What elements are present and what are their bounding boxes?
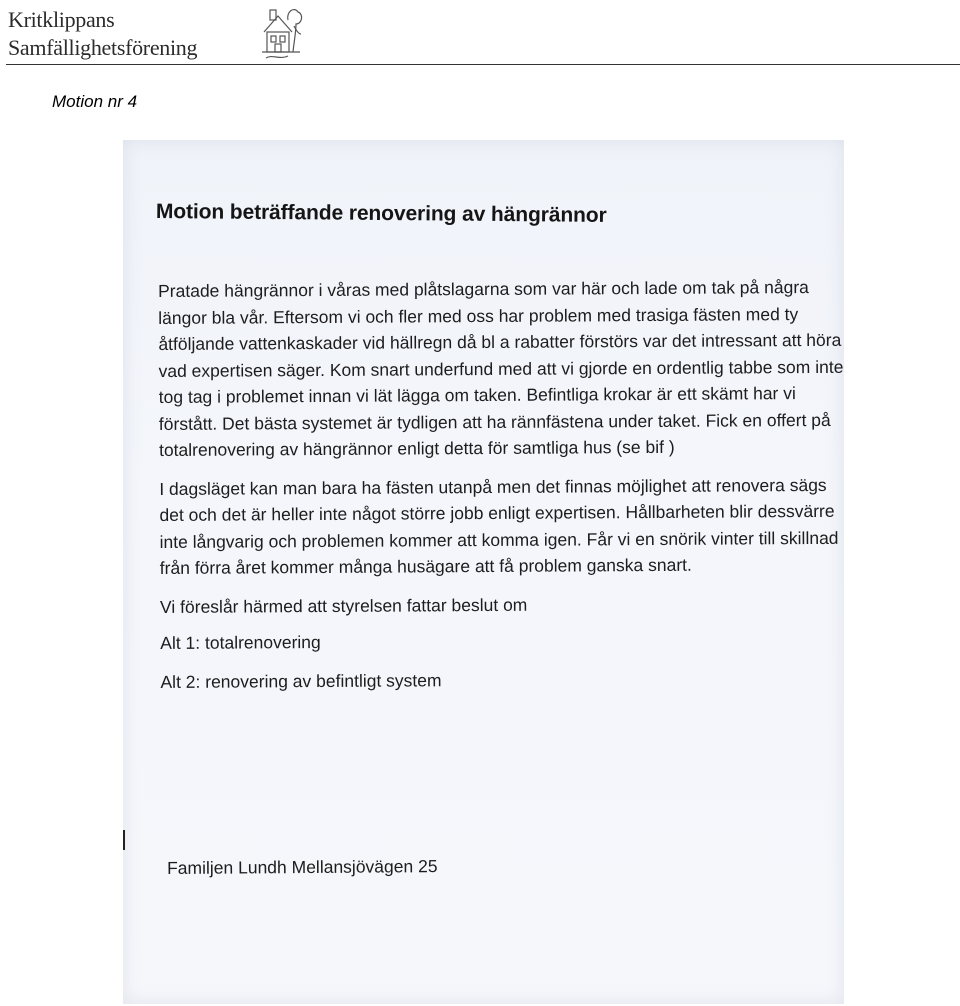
document-title: Motion beträffande renovering av hängrännor [155, 200, 607, 227]
motion-number: Motion nr 4 [52, 92, 138, 111]
org-name-line2: Samfällighetsförening [8, 35, 198, 60]
body-paragraph: I dagsläget kan man bara ha fästen utanpå men det finnas möjlighet att renovera sägs det och det är heller inte något större jobb enligt expertisen. Hållbarheten blir dessvärre inte långvarig och problemen kommer att komma igen. Får vi en snörik vinter till skillnad från förra året kommer många husägare att få problem ganska snart. [159, 474, 839, 578]
signature-line: Familjen Lundh Mellansjövägen 25 [167, 856, 438, 878]
scan-artifact [123, 830, 125, 850]
body-paragraph: Pratade hängrännor i våras med plåtslagarna som var här och lade om tak på några längor bla vår. Eftersom vi och fler med oss har problem med trasiga fästen med ty åtföljande vattenkaskader vid hällregn då bl a rabatter förstörs var det intressant att höra vad expertisen säger. Kom snart underfund med att vi gjorde en ordentlig tabbe som inte tog tag i problemet innan vi lät lägga om taken. Befintliga krokar är ett skämt har vi förstått. Det bästa systemet är tydligen att ha rännfästena under taket. Fick en offert på totalrenovering av hängrännor enligt detta för samtliga hus (se bif ) [158, 277, 844, 460]
option-alt-1: Alt 1: totalrenovering [160, 632, 321, 653]
page-header [0, 0, 960, 68]
organization-name [8, 6, 197, 62]
org-name-line1: Kritklippans [8, 7, 115, 32]
option-alt-2: Alt 2: renovering av befintligt system [160, 669, 442, 692]
header-divider [6, 64, 960, 65]
document-body [158, 274, 851, 695]
house-tree-logo-icon [258, 2, 304, 64]
body-paragraph: Vi föreslår härmed att styrelsen fattar beslut om [159, 594, 528, 617]
scanned-document [123, 140, 844, 1004]
